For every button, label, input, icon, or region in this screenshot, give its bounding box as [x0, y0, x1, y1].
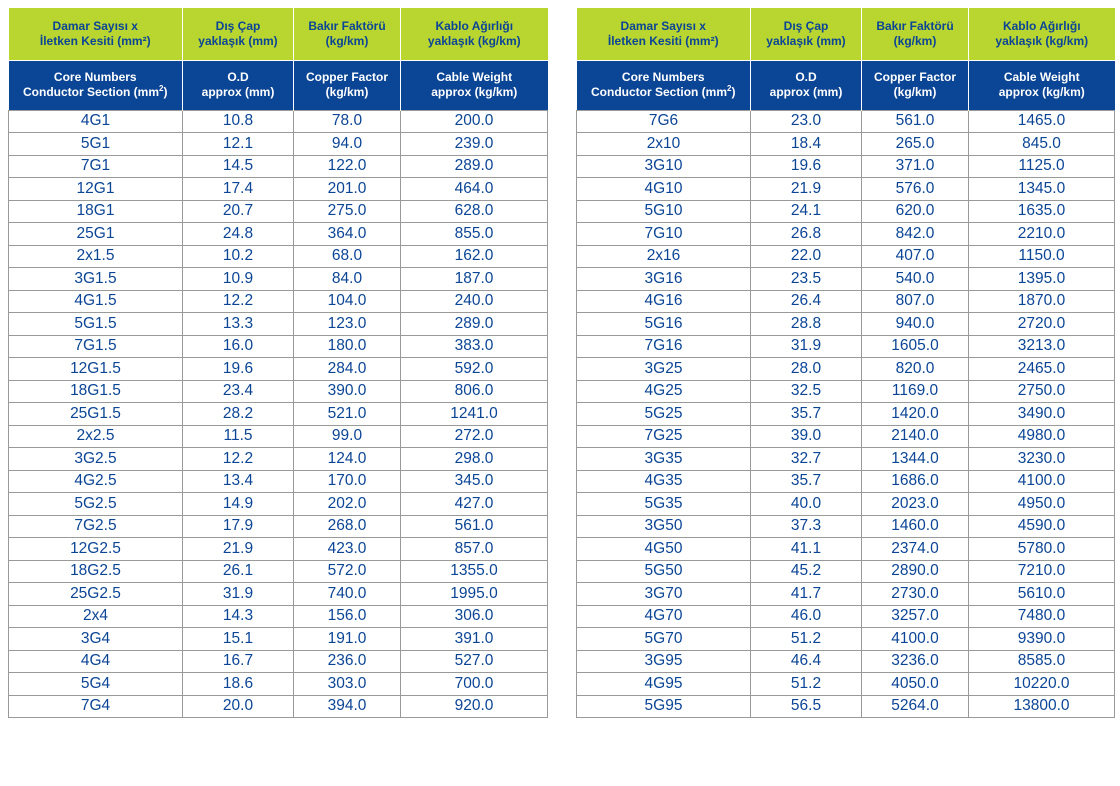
table-row: [577, 403, 1115, 426]
table-row: [577, 448, 1115, 471]
cable-weight-cell: 298.0: [401, 448, 548, 471]
core-section-cell: 5G35: [577, 493, 751, 516]
core-section-cell: 7G4: [9, 695, 183, 718]
table-row: [577, 583, 1115, 606]
table-row: [9, 200, 548, 223]
core-section-cell: 3G95: [577, 650, 751, 673]
cable-weight-cell: 3213.0: [969, 335, 1115, 358]
table-row: [9, 695, 548, 718]
cable-weight-cell: 2210.0: [969, 223, 1115, 246]
copper-factor-cell: 2730.0: [862, 583, 969, 606]
core-section-cell: 3G70: [577, 583, 751, 606]
core-section-cell: 25G1: [9, 223, 183, 246]
od-cell: 14.5: [183, 155, 294, 178]
core-section-cell: 3G10: [577, 155, 751, 178]
copper-factor-cell: 170.0: [294, 470, 401, 493]
table-row: [577, 200, 1115, 223]
table-row: [577, 650, 1115, 673]
cable-table-right: [576, 8, 1115, 718]
core-section-cell: 2x10: [577, 133, 751, 156]
core-section-cell: 5G70: [577, 628, 751, 651]
core-section-cell: 18G1.5: [9, 380, 183, 403]
copper-factor-cell: 423.0: [294, 538, 401, 561]
cable-weight-cell: 240.0: [401, 290, 548, 313]
turkish-header-row: [9, 8, 548, 60]
cable-weight-cell: 1150.0: [969, 245, 1115, 268]
cable-weight-cell: 306.0: [401, 605, 548, 628]
od-cell: 39.0: [751, 425, 862, 448]
copper-factor-cell: 268.0: [294, 515, 401, 538]
cable-weight-cell: 7210.0: [969, 560, 1115, 583]
copper-factor-cell: 1169.0: [862, 380, 969, 403]
od-cell: 17.4: [183, 178, 294, 201]
copper-factor-cell: 1344.0: [862, 448, 969, 471]
copper-factor-cell: 2023.0: [862, 493, 969, 516]
cable-weight-cell: 7480.0: [969, 605, 1115, 628]
od-cell: 28.2: [183, 403, 294, 426]
copper-factor-cell: 371.0: [862, 155, 969, 178]
copper-factor-cell: 1420.0: [862, 403, 969, 426]
copper-factor-cell: 99.0: [294, 425, 401, 448]
od-cell: 51.2: [751, 673, 862, 696]
cable-weight-cell: 200.0: [401, 110, 548, 133]
copper-factor-cell: 284.0: [294, 358, 401, 381]
core-section-cell: 7G25: [577, 425, 751, 448]
header-od-en: O.D approx (mm): [183, 60, 294, 110]
od-cell: 26.1: [183, 560, 294, 583]
od-cell: 28.8: [751, 313, 862, 336]
copper-factor-cell: 576.0: [862, 178, 969, 201]
copper-factor-cell: 275.0: [294, 200, 401, 223]
cable-weight-cell: 561.0: [401, 515, 548, 538]
od-cell: 35.7: [751, 403, 862, 426]
od-cell: 12.2: [183, 290, 294, 313]
cable-weight-cell: 1870.0: [969, 290, 1115, 313]
cable-weight-cell: 920.0: [401, 695, 548, 718]
core-section-cell: 7G2.5: [9, 515, 183, 538]
table-row: [577, 695, 1115, 718]
table-row: [577, 560, 1115, 583]
cable-weight-cell: 857.0: [401, 538, 548, 561]
table-row: [577, 245, 1115, 268]
core-section-cell: 5G1.5: [9, 313, 183, 336]
cable-weight-cell: 8585.0: [969, 650, 1115, 673]
core-section-cell: 2x4: [9, 605, 183, 628]
turkish-header-row: [577, 8, 1115, 60]
table-row: [9, 470, 548, 493]
copper-factor-cell: 68.0: [294, 245, 401, 268]
copper-factor-cell: 740.0: [294, 583, 401, 606]
od-cell: 24.8: [183, 223, 294, 246]
cable-weight-cell: 2465.0: [969, 358, 1115, 381]
table-row: [577, 110, 1115, 133]
core-section-cell: 4G16: [577, 290, 751, 313]
od-cell: 32.5: [751, 380, 862, 403]
copper-factor-cell: 191.0: [294, 628, 401, 651]
table-row: [9, 673, 548, 696]
header-core-en: Core Numbers Conductor Section $(mm^2)$: [577, 60, 751, 110]
core-section-cell: 4G4: [9, 650, 183, 673]
cable-weight-cell: 272.0: [401, 425, 548, 448]
table-row: [9, 223, 548, 246]
table-row: [577, 515, 1115, 538]
copper-factor-cell: 124.0: [294, 448, 401, 471]
copper-factor-cell: 3236.0: [862, 650, 969, 673]
od-cell: 46.0: [751, 605, 862, 628]
od-cell: 40.0: [751, 493, 862, 516]
table-row: [577, 605, 1115, 628]
copper-factor-cell: 572.0: [294, 560, 401, 583]
od-cell: 31.9: [183, 583, 294, 606]
od-cell: 32.7: [751, 448, 862, 471]
table-row: [9, 290, 548, 313]
cable-weight-cell: 383.0: [401, 335, 548, 358]
core-section-cell: 4G1.5: [9, 290, 183, 313]
table-row: [9, 268, 548, 291]
table-row: [9, 605, 548, 628]
od-cell: 41.7: [751, 583, 862, 606]
core-section-cell: 2x2.5: [9, 425, 183, 448]
cable-weight-cell: 13800.0: [969, 695, 1115, 718]
cable-weight-cell: 3490.0: [969, 403, 1115, 426]
copper-factor-cell: 2890.0: [862, 560, 969, 583]
od-cell: 12.1: [183, 133, 294, 156]
copper-factor-cell: 156.0: [294, 605, 401, 628]
cable-weight-cell: 5780.0: [969, 538, 1115, 561]
core-section-cell: 4G95: [577, 673, 751, 696]
core-section-cell: 5G95: [577, 695, 751, 718]
core-section-cell: 3G2.5: [9, 448, 183, 471]
table-body-right: [577, 110, 1115, 718]
cable-weight-cell: 700.0: [401, 673, 548, 696]
header-od-tr: Dış Çap yaklaşık (mm): [751, 8, 862, 60]
table-row: [9, 493, 548, 516]
table-row: [9, 358, 548, 381]
table-row: [577, 290, 1115, 313]
copper-factor-cell: 842.0: [862, 223, 969, 246]
cable-weight-cell: 5610.0: [969, 583, 1115, 606]
od-cell: 46.4: [751, 650, 862, 673]
table-row: [577, 335, 1115, 358]
cable-weight-cell: 464.0: [401, 178, 548, 201]
copper-factor-cell: 407.0: [862, 245, 969, 268]
cable-weight-cell: 289.0: [401, 155, 548, 178]
cable-weight-cell: 806.0: [401, 380, 548, 403]
core-section-cell: 5G2.5: [9, 493, 183, 516]
table-row: [9, 425, 548, 448]
core-section-cell: 18G2.5: [9, 560, 183, 583]
cable-weight-cell: 1125.0: [969, 155, 1115, 178]
table-row: [9, 313, 548, 336]
core-section-cell: 7G1: [9, 155, 183, 178]
core-section-cell: 25G1.5: [9, 403, 183, 426]
header-weight-en: Cable Weight approx (kg/km): [401, 60, 548, 110]
copper-factor-cell: 4050.0: [862, 673, 969, 696]
core-section-cell: 5G50: [577, 560, 751, 583]
copper-factor-cell: 2374.0: [862, 538, 969, 561]
core-section-cell: 18G1: [9, 200, 183, 223]
od-cell: 56.5: [751, 695, 862, 718]
table-row: [9, 335, 548, 358]
table-row: [9, 628, 548, 651]
copper-factor-cell: 265.0: [862, 133, 969, 156]
core-section-cell: 3G16: [577, 268, 751, 291]
table-row: [577, 133, 1115, 156]
header-weight-tr: Kablo Ağırlığı yaklaşık (kg/km): [401, 8, 548, 60]
od-cell: 17.9: [183, 515, 294, 538]
copper-factor-cell: 104.0: [294, 290, 401, 313]
table-row: [577, 493, 1115, 516]
od-cell: 10.9: [183, 268, 294, 291]
core-section-cell: 4G50: [577, 538, 751, 561]
copper-factor-cell: 521.0: [294, 403, 401, 426]
table-row: [577, 425, 1115, 448]
od-cell: 14.3: [183, 605, 294, 628]
table-row: [9, 538, 548, 561]
core-section-cell: 3G1.5: [9, 268, 183, 291]
table-row: [9, 560, 548, 583]
header-copper-en: Copper Factor (kg/km): [294, 60, 401, 110]
cable-weight-cell: 391.0: [401, 628, 548, 651]
table-row: [577, 268, 1115, 291]
core-section-cell: 4G1: [9, 110, 183, 133]
table-row: [577, 470, 1115, 493]
core-section-cell: 2x16: [577, 245, 751, 268]
cable-weight-cell: 4980.0: [969, 425, 1115, 448]
od-cell: 26.8: [751, 223, 862, 246]
cable-weight-cell: 1395.0: [969, 268, 1115, 291]
cable-table-left: [8, 8, 548, 718]
core-section-cell: 5G25: [577, 403, 751, 426]
copper-factor-cell: 4100.0: [862, 628, 969, 651]
core-section-cell: 7G1.5: [9, 335, 183, 358]
header-core-tr: Damar Sayısı x İletken Kesiti (mm²): [577, 8, 751, 60]
cable-weight-cell: 1465.0: [969, 110, 1115, 133]
copper-factor-cell: 364.0: [294, 223, 401, 246]
core-section-cell: 7G6: [577, 110, 751, 133]
header-copper-tr: Bakır Faktörü (kg/km): [294, 8, 401, 60]
copper-factor-cell: 1686.0: [862, 470, 969, 493]
cable-weight-cell: 2720.0: [969, 313, 1115, 336]
header-core-tr: Damar Sayısı x İletken Kesiti (mm²): [9, 8, 183, 60]
english-header-row: [9, 60, 548, 110]
table-row: [9, 403, 548, 426]
table-row: [9, 448, 548, 471]
cable-weight-cell: 527.0: [401, 650, 548, 673]
od-cell: 13.3: [183, 313, 294, 336]
core-section-cell: 7G16: [577, 335, 751, 358]
copper-factor-cell: 236.0: [294, 650, 401, 673]
od-cell: 20.7: [183, 200, 294, 223]
od-cell: 31.9: [751, 335, 862, 358]
core-section-cell: 12G1.5: [9, 358, 183, 381]
copper-factor-cell: 2140.0: [862, 425, 969, 448]
copper-factor-cell: 540.0: [862, 268, 969, 291]
cable-weight-cell: 1345.0: [969, 178, 1115, 201]
table-row: [9, 110, 548, 133]
table-row: [9, 245, 548, 268]
core-section-cell: 4G10: [577, 178, 751, 201]
od-cell: 16.0: [183, 335, 294, 358]
copper-factor-cell: 78.0: [294, 110, 401, 133]
header-weight-en: Cable Weight approx (kg/km): [969, 60, 1115, 110]
header-od-tr: Dış Çap yaklaşık (mm): [183, 8, 294, 60]
copper-factor-cell: 303.0: [294, 673, 401, 696]
header-weight-tr: Kablo Ağırlığı yaklaşık (kg/km): [969, 8, 1115, 60]
table-row: [9, 515, 548, 538]
table-row: [9, 650, 548, 673]
od-cell: 10.2: [183, 245, 294, 268]
od-cell: 15.1: [183, 628, 294, 651]
copper-factor-cell: 123.0: [294, 313, 401, 336]
copper-factor-cell: 561.0: [862, 110, 969, 133]
copper-factor-cell: 122.0: [294, 155, 401, 178]
core-section-cell: 3G25: [577, 358, 751, 381]
od-cell: 41.1: [751, 538, 862, 561]
table-row: [9, 583, 548, 606]
od-cell: 35.7: [751, 470, 862, 493]
cable-weight-cell: 4100.0: [969, 470, 1115, 493]
cable-weight-cell: 289.0: [401, 313, 548, 336]
table-row: [577, 178, 1115, 201]
od-cell: 12.2: [183, 448, 294, 471]
cable-weight-cell: 1635.0: [969, 200, 1115, 223]
core-section-cell: 5G4: [9, 673, 183, 696]
cable-weight-cell: 10220.0: [969, 673, 1115, 696]
copper-factor-cell: 180.0: [294, 335, 401, 358]
od-cell: 22.0: [751, 245, 862, 268]
english-header-row: [577, 60, 1115, 110]
od-cell: 23.0: [751, 110, 862, 133]
cable-weight-cell: 4590.0: [969, 515, 1115, 538]
copper-factor-cell: 202.0: [294, 493, 401, 516]
od-cell: 28.0: [751, 358, 862, 381]
cable-weight-cell: 1241.0: [401, 403, 548, 426]
od-cell: 24.1: [751, 200, 862, 223]
copper-factor-cell: 940.0: [862, 313, 969, 336]
core-section-cell: 4G25: [577, 380, 751, 403]
core-section-cell: 4G35: [577, 470, 751, 493]
copper-factor-cell: 807.0: [862, 290, 969, 313]
cable-weight-cell: 9390.0: [969, 628, 1115, 651]
cable-weight-cell: 187.0: [401, 268, 548, 291]
cable-weight-cell: 162.0: [401, 245, 548, 268]
core-section-cell: 3G4: [9, 628, 183, 651]
od-cell: 26.4: [751, 290, 862, 313]
copper-factor-cell: 820.0: [862, 358, 969, 381]
table-row: [577, 538, 1115, 561]
core-section-cell: 12G2.5: [9, 538, 183, 561]
copper-factor-cell: 620.0: [862, 200, 969, 223]
cable-weight-cell: 592.0: [401, 358, 548, 381]
od-cell: 20.0: [183, 695, 294, 718]
copper-factor-cell: 84.0: [294, 268, 401, 291]
table-row: [577, 223, 1115, 246]
table-row: [577, 628, 1115, 651]
table-row: [9, 380, 548, 403]
header-copper-en: Copper Factor (kg/km): [862, 60, 969, 110]
core-section-cell: 4G2.5: [9, 470, 183, 493]
core-section-cell: 5G1: [9, 133, 183, 156]
table-row: [577, 673, 1115, 696]
cable-weight-cell: 855.0: [401, 223, 548, 246]
od-cell: 21.9: [183, 538, 294, 561]
core-section-cell: 5G10: [577, 200, 751, 223]
od-cell: 23.4: [183, 380, 294, 403]
header-core-en: Core Numbers Conductor Section $(mm^2)$: [9, 60, 183, 110]
cable-weight-cell: 2750.0: [969, 380, 1115, 403]
core-section-cell: 2x1.5: [9, 245, 183, 268]
copper-factor-cell: 94.0: [294, 133, 401, 156]
cable-weight-cell: 845.0: [969, 133, 1115, 156]
od-cell: 19.6: [183, 358, 294, 381]
header-od-en: O.D approx (mm): [751, 60, 862, 110]
copper-factor-cell: 1605.0: [862, 335, 969, 358]
core-section-cell: 4G70: [577, 605, 751, 628]
cable-weight-cell: 3230.0: [969, 448, 1115, 471]
od-cell: 10.8: [183, 110, 294, 133]
copper-factor-cell: 3257.0: [862, 605, 969, 628]
core-section-cell: 25G2.5: [9, 583, 183, 606]
cable-weight-cell: 345.0: [401, 470, 548, 493]
od-cell: 23.5: [751, 268, 862, 291]
table-row: [577, 358, 1115, 381]
header-copper-tr: Bakır Faktörü (kg/km): [862, 8, 969, 60]
core-section-cell: 3G35: [577, 448, 751, 471]
table-row: [9, 133, 548, 156]
od-cell: 11.5: [183, 425, 294, 448]
cable-weight-cell: 4950.0: [969, 493, 1115, 516]
core-section-cell: 3G50: [577, 515, 751, 538]
table-row: [577, 313, 1115, 336]
cable-weight-cell: 628.0: [401, 200, 548, 223]
od-cell: 13.4: [183, 470, 294, 493]
core-section-cell: 7G10: [577, 223, 751, 246]
core-section-cell: 12G1: [9, 178, 183, 201]
core-section-cell: 5G16: [577, 313, 751, 336]
cable-weight-cell: 427.0: [401, 493, 548, 516]
copper-factor-cell: 394.0: [294, 695, 401, 718]
table-row: [9, 155, 548, 178]
od-cell: 18.4: [751, 133, 862, 156]
od-cell: 45.2: [751, 560, 862, 583]
copper-factor-cell: 390.0: [294, 380, 401, 403]
copper-factor-cell: 201.0: [294, 178, 401, 201]
copper-factor-cell: 1460.0: [862, 515, 969, 538]
od-cell: 51.2: [751, 628, 862, 651]
od-cell: 18.6: [183, 673, 294, 696]
od-cell: 16.7: [183, 650, 294, 673]
od-cell: 21.9: [751, 178, 862, 201]
cable-weight-cell: 1355.0: [401, 560, 548, 583]
od-cell: 14.9: [183, 493, 294, 516]
table-row: [577, 155, 1115, 178]
od-cell: 37.3: [751, 515, 862, 538]
table-row: [577, 380, 1115, 403]
cable-weight-cell: 239.0: [401, 133, 548, 156]
od-cell: 19.6: [751, 155, 862, 178]
table-body-left: [9, 110, 548, 718]
cable-weight-cell: 1995.0: [401, 583, 548, 606]
copper-factor-cell: 5264.0: [862, 695, 969, 718]
table-row: [9, 178, 548, 201]
